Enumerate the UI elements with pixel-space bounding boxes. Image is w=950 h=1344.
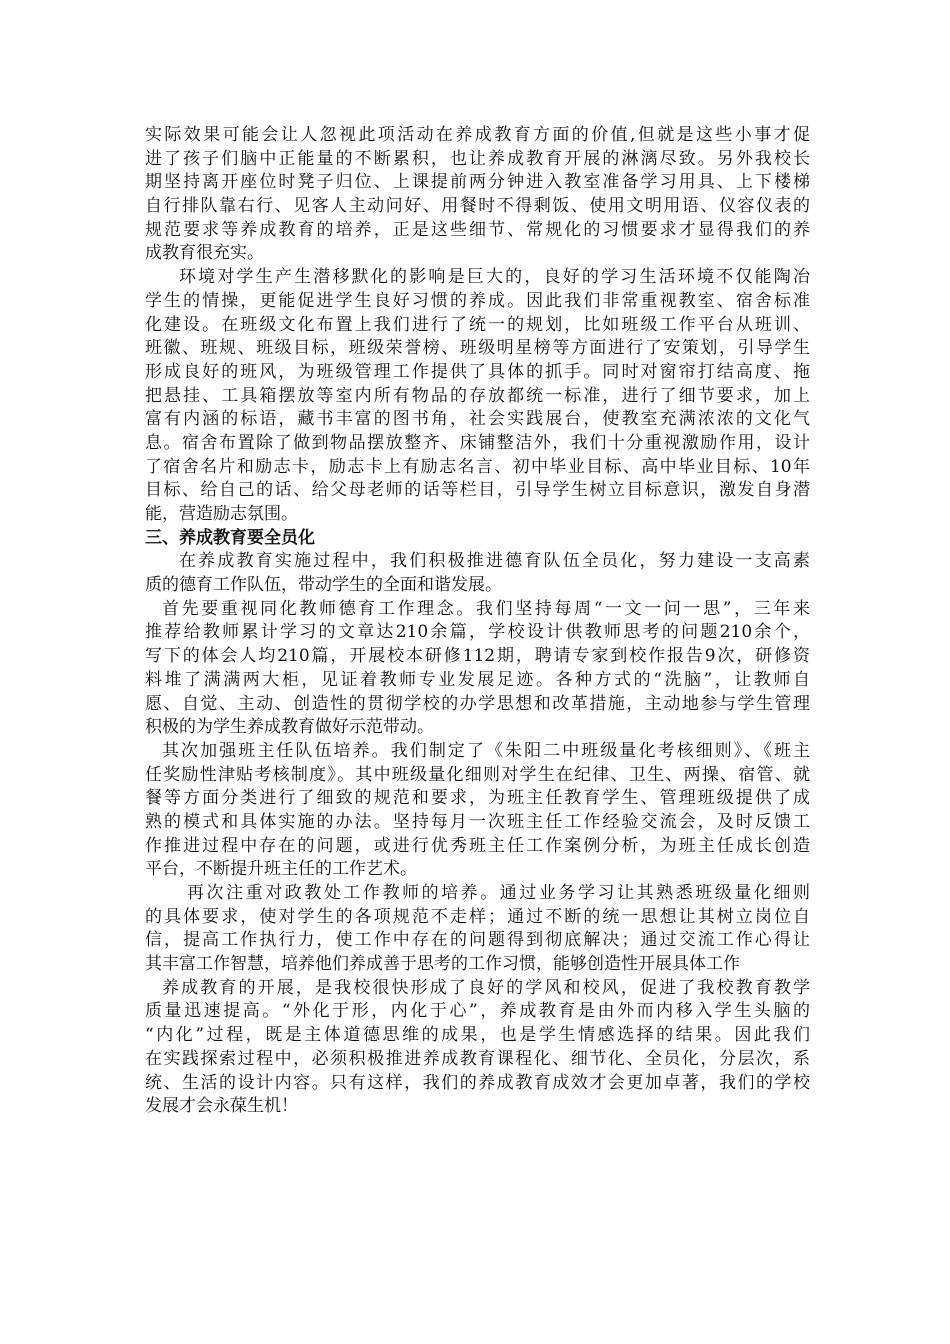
text-line: “内化”过程，既是主体道德思维的成果，也是学生情感选择的结果。因此我们 bbox=[145, 1025, 810, 1046]
text-line: 发展才会永葆生机！ bbox=[145, 1096, 298, 1117]
text-line: 作推进过程中存在的问题，或进行优秀班主任工作案例分析，为班主任成长创造 bbox=[145, 835, 810, 856]
text-line: 实际效果可能会让人忽视此项活动在养成教育方面的价值,但就是这些小事才促 bbox=[145, 125, 810, 145]
text-line: 自行排队靠右行、见客人主动问好、用餐时不得剩饭、使用文明用语、仪容仪表的 bbox=[145, 196, 810, 217]
text-line: 餐等方面分类进行了细致的规范和要求，为班主任教育学生、管理班级提供了成 bbox=[145, 788, 810, 809]
text-line: 的具体要求，使对学生的各项规范不走样；通过不断的统一思想让其树立岗位自 bbox=[145, 906, 810, 927]
document-page bbox=[145, 124, 810, 1119]
text-line: 积极的为学生养成教育做好示范带动。 bbox=[145, 717, 434, 738]
text-line: 班徽、班规、班级目标，班级荣誉榜、班级明星榜等方面进行了安策划，引导学生 bbox=[145, 338, 810, 359]
paragraph bbox=[145, 266, 810, 527]
section-heading bbox=[145, 527, 810, 551]
text-line: 形成良好的班风，为班级管理工作提供了具体的抓手。同时对窗帘打结高度、拖 bbox=[145, 361, 810, 382]
text-line: 写下的体会人均210篇，开展校本研修112期，聘请专家到校作报告9次，研修资 bbox=[145, 646, 810, 667]
text-line: 富有内涵的标语，藏书丰富的图书角，社会实践展台，使教室充满浓浓的文化气 bbox=[145, 409, 810, 430]
text-line: 其次加强班主任队伍培养。我们制定了《朱阳二中班级量化考核细则》、《班主 bbox=[162, 740, 810, 761]
text-line: 首先要重视同化教师德育工作理念。我们坚持每周“一文一问一思”，三年来 bbox=[162, 598, 810, 619]
text-line: 息。宿舍布置除了做到物品摆放整齐、床铺整洁外，我们十分重视激励作用，设计 bbox=[145, 432, 810, 453]
text-line: 把悬挂、工具箱摆放等室内所有物品的存放都统一标准，进行了细节要求，加上 bbox=[145, 385, 810, 406]
paragraph bbox=[145, 124, 810, 266]
text-line: 环境对学生产生潜移默化的影响是巨大的，良好的学习生活环境不仅能陶冶 bbox=[179, 267, 810, 288]
text-line: 进了孩子们脑中正能量的不断累积，也让养成教育开展的淋漓尽致。另外我校长 bbox=[145, 148, 810, 169]
text-line: 了宿舍名片和励志卡，励志卡上有励志名言、初中毕业目标、高中毕业目标、10年 bbox=[145, 456, 810, 477]
text-line: 质的德育工作队伍，带动学生的全面和谐发展。 bbox=[145, 575, 502, 596]
text-line: 化建设。在班级文化布置上我们进行了统一的规划，比如班级工作平台从班训、 bbox=[145, 314, 810, 335]
text-line: 能，营造励志氛围。 bbox=[145, 504, 298, 524]
text-line: 目标、给自己的话、给父母老师的话等栏目，引导学生树立目标意识，激发自身潜 bbox=[145, 480, 810, 501]
text-line: 其丰富工作智慧，培养他们养成善于思考的工作习惯，能够创造性开展具体工作 bbox=[145, 954, 740, 975]
paragraph bbox=[145, 598, 810, 740]
text-line: 统、生活的设计内容。只有这样，我们的养成教育成效才会更加卓著，我们的学校 bbox=[145, 1072, 810, 1093]
text-line: 信，提高工作执行力，使工作中存在的问题得到彻底解决；通过交流工作心得让 bbox=[145, 930, 810, 951]
text-line: 料堆了满满两大柜，见证着教师专业发展足迹。各种方式的“洗脑”，让教师自 bbox=[145, 669, 810, 690]
text-line: 熟的模式和具体实施的办法。坚持每月一次班主任工作经验交流会，及时反馈工 bbox=[145, 811, 810, 832]
paragraph bbox=[145, 977, 810, 1119]
text-line: 规范要求等养成教育的培养，正是这些细节、常规化的习惯要求才显得我们的养 bbox=[145, 219, 810, 240]
text-line: 期坚持离开座位时凳子归位、上课提前两分钟进入教室准备学习用具、上下楼梯 bbox=[145, 172, 810, 193]
paragraph bbox=[145, 740, 810, 882]
text-line: 再次注重对政教处工作教师的培养。通过业务学习让其熟悉班级量化细则 bbox=[187, 883, 810, 903]
text-line: 成教育很充实。 bbox=[145, 243, 264, 264]
text-line: 愿、自觉、主动、创造性的贯彻学校的办学思想和改革措施，主动地参与学生管理 bbox=[145, 693, 810, 714]
text-line: 平台，不断提升班主任的工作艺术。 bbox=[145, 859, 417, 880]
text-line: 三、养成教育要全员化 bbox=[145, 527, 315, 548]
text-line: 学生的情操，更能促进学生良好习惯的养成。因此我们非常重视教室、宿舍标准 bbox=[145, 290, 810, 311]
paragraph bbox=[145, 882, 810, 977]
text-line: 在实践探索过程中，必须积极推进养成教育课程化、细节化、全员化，分层次，系 bbox=[145, 1048, 810, 1069]
text-line: 推荐给教师累计学习的文章达210余篇，学校设计供教师思考的问题210余个， bbox=[145, 622, 810, 643]
paragraph bbox=[145, 550, 810, 597]
text-line: 在养成教育实施过程中，我们积极推进德育队伍全员化，努力建设一支高素 bbox=[179, 551, 810, 572]
text-line: 养成教育的开展，是我校很快形成了良好的学风和校风，促进了我校教育教学 bbox=[162, 977, 810, 998]
text-line: 任奖励性津贴考核制度》。其中班级量化细则对学生在纪律、卫生、两操、宿管、就 bbox=[145, 764, 810, 785]
text-line: 质量迅速提高。“外化于形，内化于心”，养成教育是由外而内移入学生头脑的 bbox=[145, 1001, 810, 1022]
